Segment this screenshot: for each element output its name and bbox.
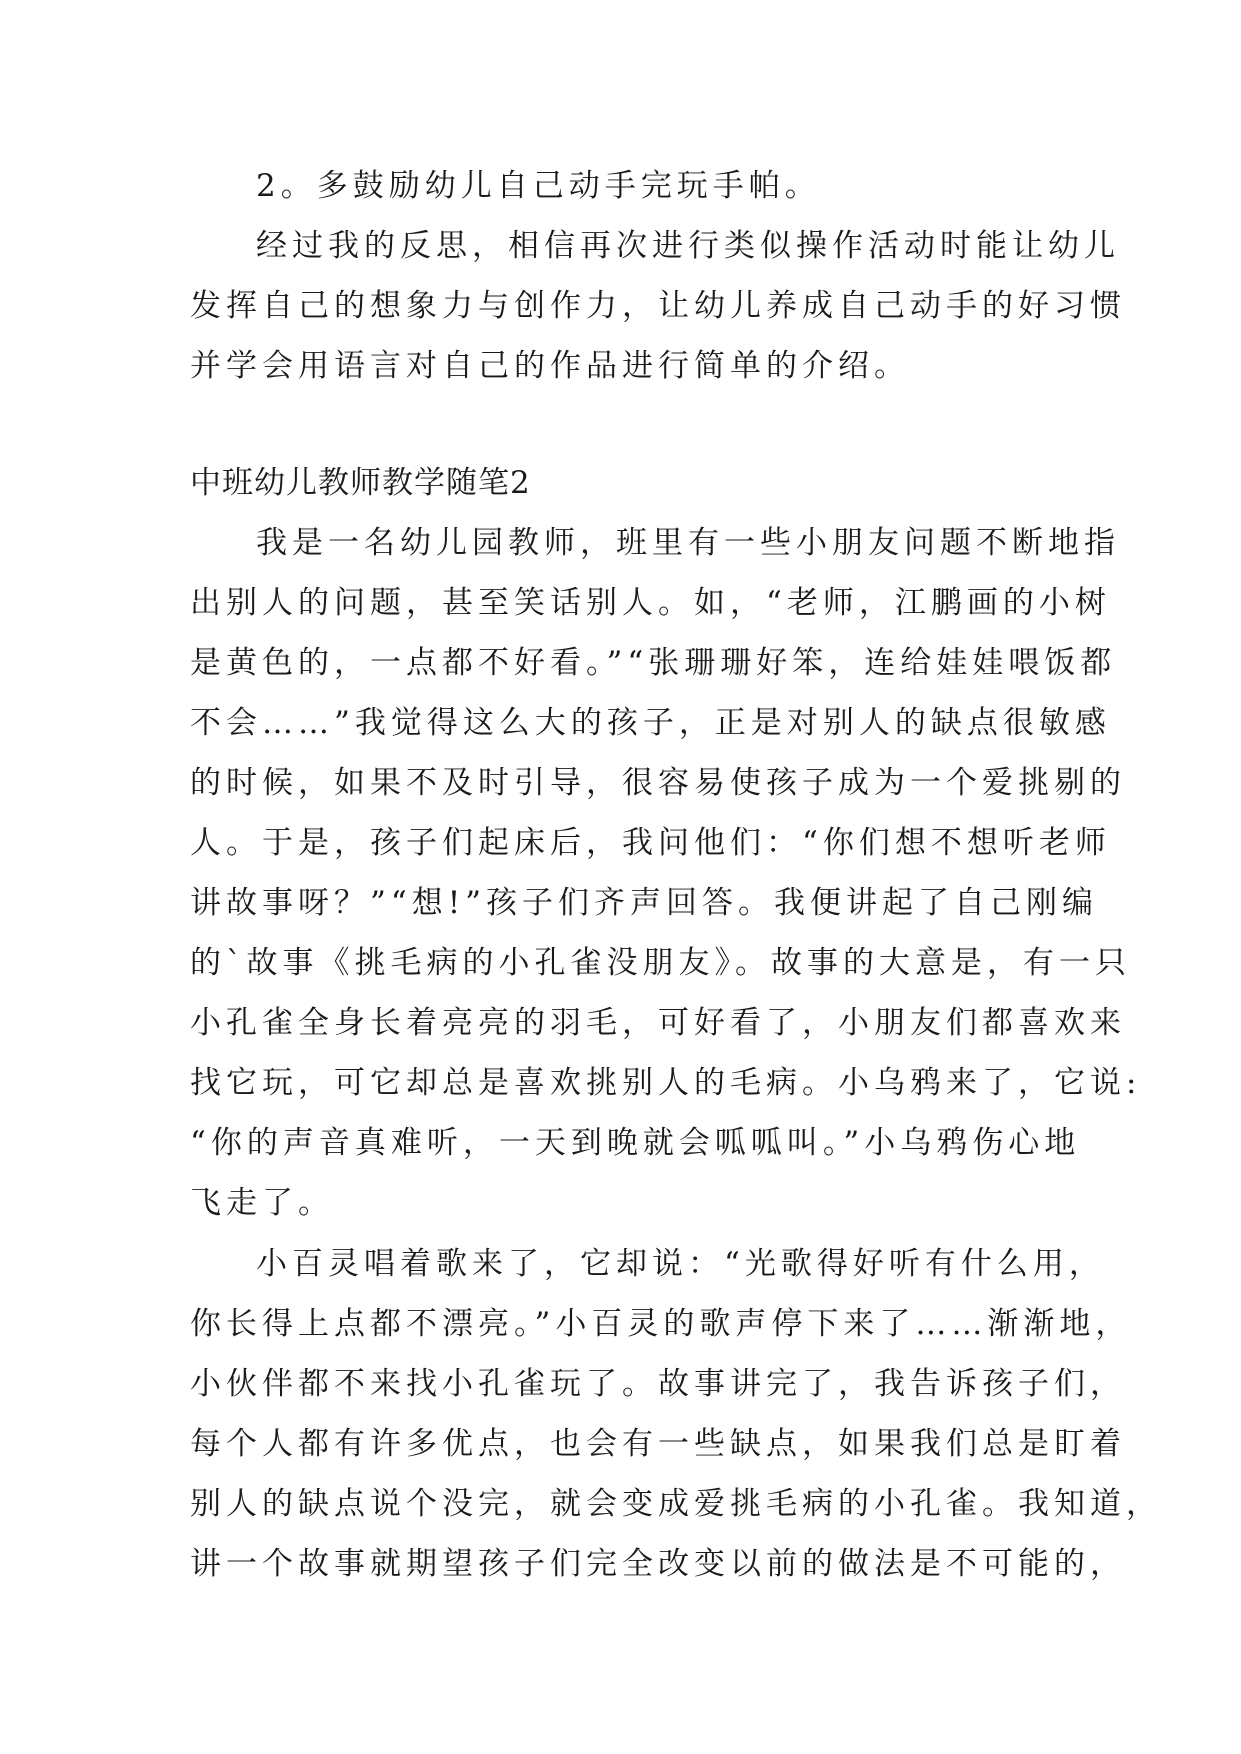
paragraph-line: 飞走了。 [190,1185,334,1221]
paragraph-line: 发挥自己的想象力与创作力，让幼儿养成自己动手的好习惯 [190,288,1126,324]
paragraph-line: 是黄色的，一点都不好看。”“张珊珊好笨，连给娃娃喂饭都 [190,645,1117,681]
paragraph-line: 找它玩，可它却总是喜欢挑别人的毛病。小乌鸦来了，它说: [190,1065,1142,1101]
list-item: 2。多鼓励幼儿自己动手完玩手帕。 [256,168,821,204]
paragraph-line: 的时候，如果不及时引导，很容易使孩子成为一个爱挑剔的 [190,765,1126,801]
paragraph-line: 不会……”我觉得这么大的孩子，正是对别人的缺点很敏感 [190,705,1111,741]
paragraph-line: 别人的缺点说个没完，就会变成爱挑毛病的小孔雀。我知道， [190,1486,1162,1522]
paragraph-line: 讲一个故事就期望孩子们完全改变以前的做法是不可能的， [190,1546,1126,1582]
paragraph-line: 我是一名幼儿园教师，班里有一些小朋友问题不断地指 [256,525,1120,561]
section-heading: 中班幼儿教师教学随笔2 [190,465,531,501]
paragraph-line: 的`故事《挑毛病的小孔雀没朋友》。故事的大意是，有一只 [190,945,1131,981]
paragraph-line: 小伙伴都不来找小孔雀玩了。故事讲完了，我告诉孩子们， [190,1366,1126,1402]
paragraph-line: 出别人的问题，甚至笑话别人。如，“老师，江鹏画的小树 [190,585,1111,621]
paragraph-line: 并学会用语言对自己的作品进行简单的介绍。 [190,348,910,384]
paragraph-line: 小孔雀全身长着亮亮的羽毛，可好看了，小朋友们都喜欢来 [190,1005,1126,1041]
paragraph-line: 小百灵唱着歌来了，它却说：“光歌得好听有什么用， [256,1246,1105,1282]
paragraph-line: 人。于是，孩子们起床后，我问他们：“你们想不想听老师 [190,825,1111,861]
paragraph-line: 讲故事呀？”“想!”孩子们齐声回答。我便讲起了自己刚编 [190,885,1098,921]
paragraph-line: 你长得上点都不漂亮。”小百灵的歌声停下来了……渐渐地， [190,1306,1132,1342]
paragraph-line: “你的声音真难听，一天到晚就会呱呱叫。”小乌鸦伤心地 [190,1125,1081,1161]
paragraph-line: 经过我的反思，相信再次进行类似操作活动时能让幼儿 [256,228,1120,264]
paragraph-line: 每个人都有许多优点，也会有一些缺点，如果我们总是盯着 [190,1426,1126,1462]
